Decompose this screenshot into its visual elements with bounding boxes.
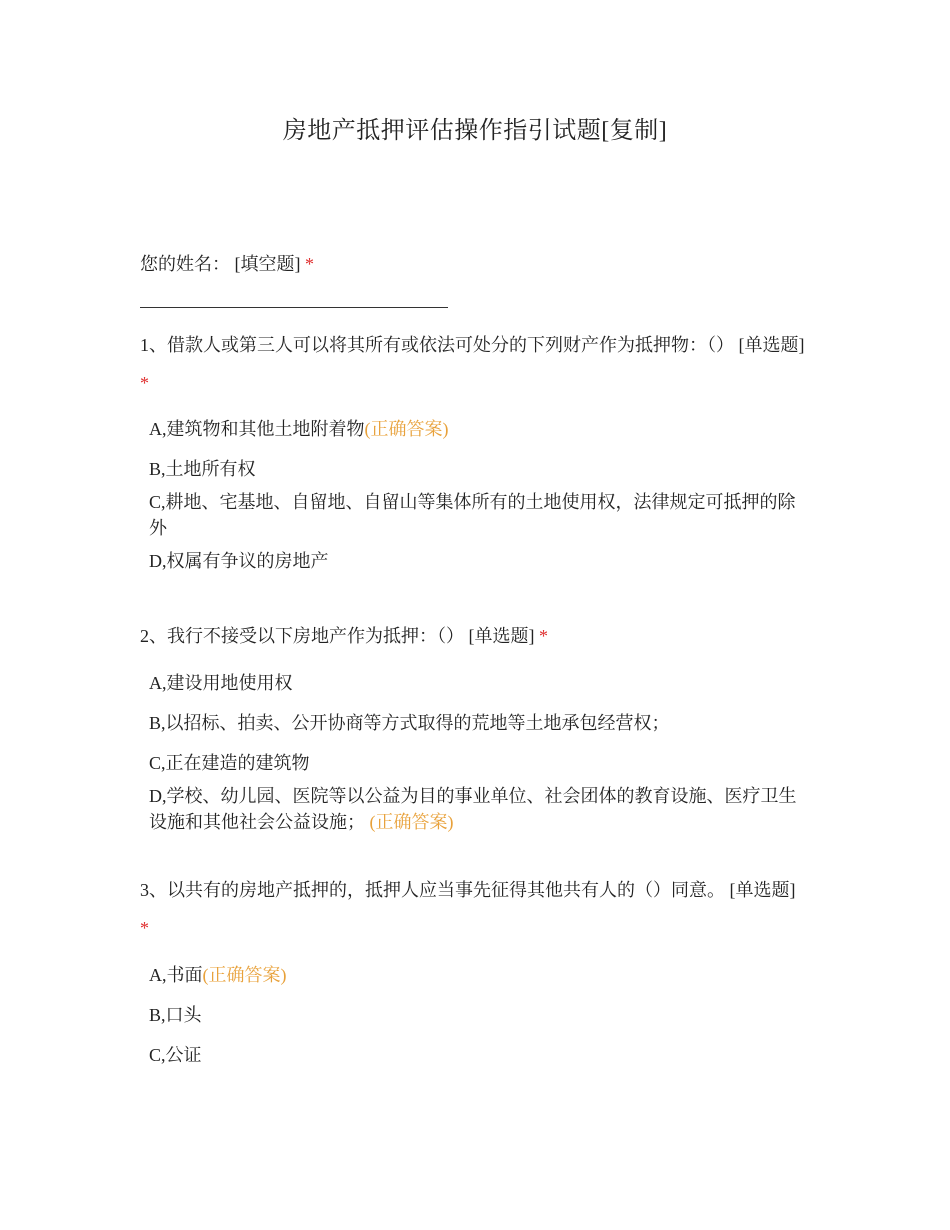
question-3-option-c[interactable] <box>149 1042 804 1068</box>
option-text: A,建筑物和其他土地附着物 <box>149 419 365 439</box>
question-2-option-b[interactable] <box>149 710 804 736</box>
question-type-tag: [单选题] <box>738 335 805 355</box>
correct-answer-label: (正确答案) <box>202 965 287 985</box>
question-type-tag: [单选题] <box>729 880 796 900</box>
question-2 <box>140 617 805 655</box>
question-3-option-a[interactable] <box>149 962 804 988</box>
option-text: C,正在建造的建筑物 <box>149 753 310 773</box>
name-question-label: 您的姓名： <box>140 254 230 274</box>
question-2-option-d[interactable] <box>149 783 804 835</box>
option-text: D,权属有争议的房地产 <box>149 551 329 571</box>
option-text: C,公证 <box>149 1045 202 1065</box>
question-3 <box>140 871 805 947</box>
question-text: 1、借款人或第三人可以将其所有或依法可处分的下列财产作为抵押物：（） <box>140 335 734 355</box>
name-answer-line[interactable] <box>140 307 448 308</box>
option-text: D,学校、幼儿园、医院等以公益为目的事业单位、社会团体的教育设施、医疗卫生设施和其他社会公益设施； <box>149 786 797 832</box>
required-mark: * <box>140 918 149 938</box>
question-1 <box>140 326 805 402</box>
page-title: 房地产抵押评估操作指引试题[复制] <box>282 118 668 144</box>
question-3-option-b[interactable] <box>149 1002 804 1028</box>
name-question <box>140 250 314 276</box>
option-text: A,书面 <box>149 965 203 985</box>
option-text: C,耕地、宅基地、自留地、自留山等集体所有的土地使用权，法律规定可抵押的除外 <box>149 492 796 538</box>
required-mark: * <box>140 373 149 393</box>
question-1-option-a[interactable] <box>149 416 804 442</box>
question-2-option-c[interactable] <box>149 750 804 776</box>
correct-answer-label: (正确答案) <box>369 812 454 832</box>
option-text: B,以招标、拍卖、公开协商等方式取得的荒地等土地承包经营权； <box>149 713 670 733</box>
option-text: A,建设用地使用权 <box>149 673 293 693</box>
question-1-option-b[interactable] <box>149 456 804 482</box>
question-text: 3、以共有的房地产抵押的，抵押人应当事先征得其他共有人的（）同意。 <box>140 880 725 900</box>
required-mark: * <box>305 254 314 274</box>
question-type-tag: [填空题] <box>234 254 301 274</box>
required-mark: * <box>539 626 548 646</box>
question-1-option-d[interactable] <box>149 548 804 574</box>
question-1-option-c[interactable] <box>149 489 804 541</box>
question-type-tag: [单选题] <box>468 626 535 646</box>
option-text: B,口头 <box>149 1005 202 1025</box>
question-text: 2、我行不接受以下房地产作为抵押：（） <box>140 626 464 646</box>
option-text: B,土地所有权 <box>149 459 256 479</box>
correct-answer-label: (正确答案) <box>364 419 449 439</box>
question-2-option-a[interactable] <box>149 670 804 696</box>
